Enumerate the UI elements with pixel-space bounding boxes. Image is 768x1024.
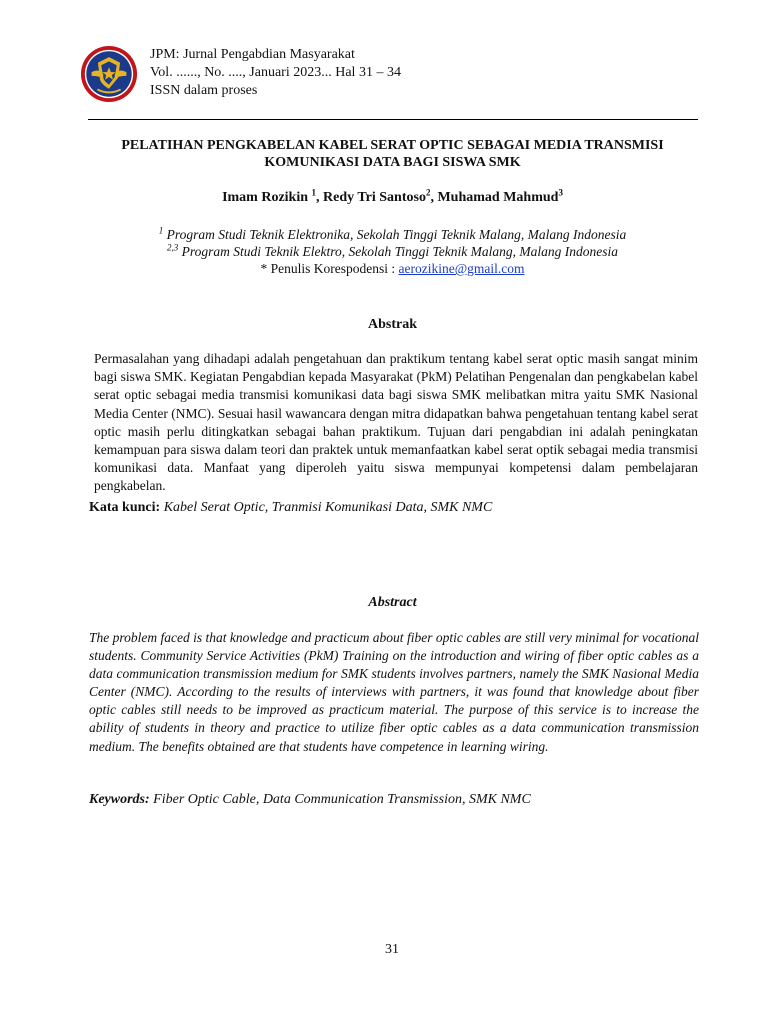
author-name: Redy Tri Santoso	[323, 190, 426, 205]
paper-title: PELATIHAN PENGKABELAN KABEL SERAT OPTIC SEBAGAI MEDIA TRANSMISI KOMUNIKASI DATA BAGI SISWA SMK	[121, 138, 664, 170]
correspondence-label: * Penulis Korespodensi :	[260, 261, 399, 276]
journal-header	[150, 46, 401, 100]
page-number: 31	[385, 942, 399, 957]
journal-emblem-icon	[80, 45, 138, 103]
correspondence-email-link[interactable]: aerozikine@gmail.com	[398, 261, 525, 276]
kata-kunci-values: Kabel Serat Optic, Tranmisi Komunikasi Data, SMK NMC	[160, 500, 493, 515]
affiliation-text: Program Studi Teknik Elektro, Sekolah Tinggi Teknik Malang, Malang Indonesia	[178, 244, 618, 259]
author-name: Imam Rozikin	[222, 190, 312, 205]
abstract-heading: Abstract	[368, 595, 417, 610]
author-separator: ,	[316, 190, 324, 205]
correspondence-line	[80, 260, 705, 277]
author-affiliation-mark: 3	[558, 187, 563, 198]
journal-volume-line: Vol. ......, No. ...., Januari 2023... Hal 31 – 34	[150, 65, 401, 80]
author-affiliation-mark: 2	[425, 187, 431, 198]
author-name: Muhamad Mahmud	[437, 190, 559, 205]
author-list	[80, 189, 705, 207]
affiliation-mark: 1	[158, 225, 164, 236]
affiliation-text: Program Studi Teknik Elektronika, Sekolah Tinggi Teknik Malang, Malang Indonesia	[163, 227, 627, 242]
abstrak-body: Permasalahan yang dihadapi adalah pengetahuan dan praktikum tentang kabel serat optic masih sangat minim bagi siswa SMK. Kegiatan Pengabdian kepada Masyarakat (PkM) Pelatihan Pengenalan dan pengkabelan kabel serat optic sebagai media transmisi komunikasi data bagi siswa SMK melibatkan mitra yaitu SMK Nasional Media Center (NMC). Sesuai hasil wawancara dengan mitra didapatkan bahwa pengetahuan tentang kabel serat optic masih perlu ditingkatkan sebagai bahan praktikum. Tujuan dari pengabdian ini adalah peningkatan kemampuan para siswa dalam teori dan praktek untuk memanfaatkan kabel serat optik sebagai media transmisi komunikasi data. Manfaat yang diperoleh yaitu siswa mempunyai kompetensi dalam pembelajaran pengkabelan.	[94, 351, 698, 494]
kata-kunci-label: Kata kunci:	[89, 500, 161, 515]
kata-kunci-line	[89, 499, 709, 517]
author-separator: ,	[430, 190, 438, 205]
affiliations	[80, 226, 705, 277]
affiliation-line	[80, 243, 705, 260]
affiliation-line	[80, 226, 705, 243]
keywords-values: Fiber Optic Cable, Data Communication Transmission, SMK NMC	[149, 792, 531, 807]
journal-issn: ISSN dalam proses	[150, 83, 258, 98]
journal-name: JPM: Jurnal Pengabdian Masyarakat	[150, 47, 355, 62]
abstract-body: The problem faced is that knowledge and practicum about fiber optic cables are still very minimal for vocational students. Community Service Activities (PkM) Training on the introduction and wiring of fiber optic cables as a data communication transmission medium for SMK students involves partners, namely the SMK Nasional Media Center (NMC). According to the results of interviews with partners, it was found that knowledge about fiber optic cables still needs to be improved as practicum material. The purpose of this service is to increase the ability of students in theory and practice to utilize fiber optic cables as a data communication transmission medium. The benefits obtained are that students have competence in learning wiring.	[89, 630, 699, 754]
abstrak-heading: Abstrak	[367, 317, 417, 332]
author-affiliation-mark: 1	[311, 187, 317, 198]
keywords-line	[89, 791, 709, 809]
keywords-label: Keywords:	[89, 792, 150, 807]
header-divider	[88, 119, 698, 120]
affiliation-mark: 2,3	[167, 242, 179, 253]
